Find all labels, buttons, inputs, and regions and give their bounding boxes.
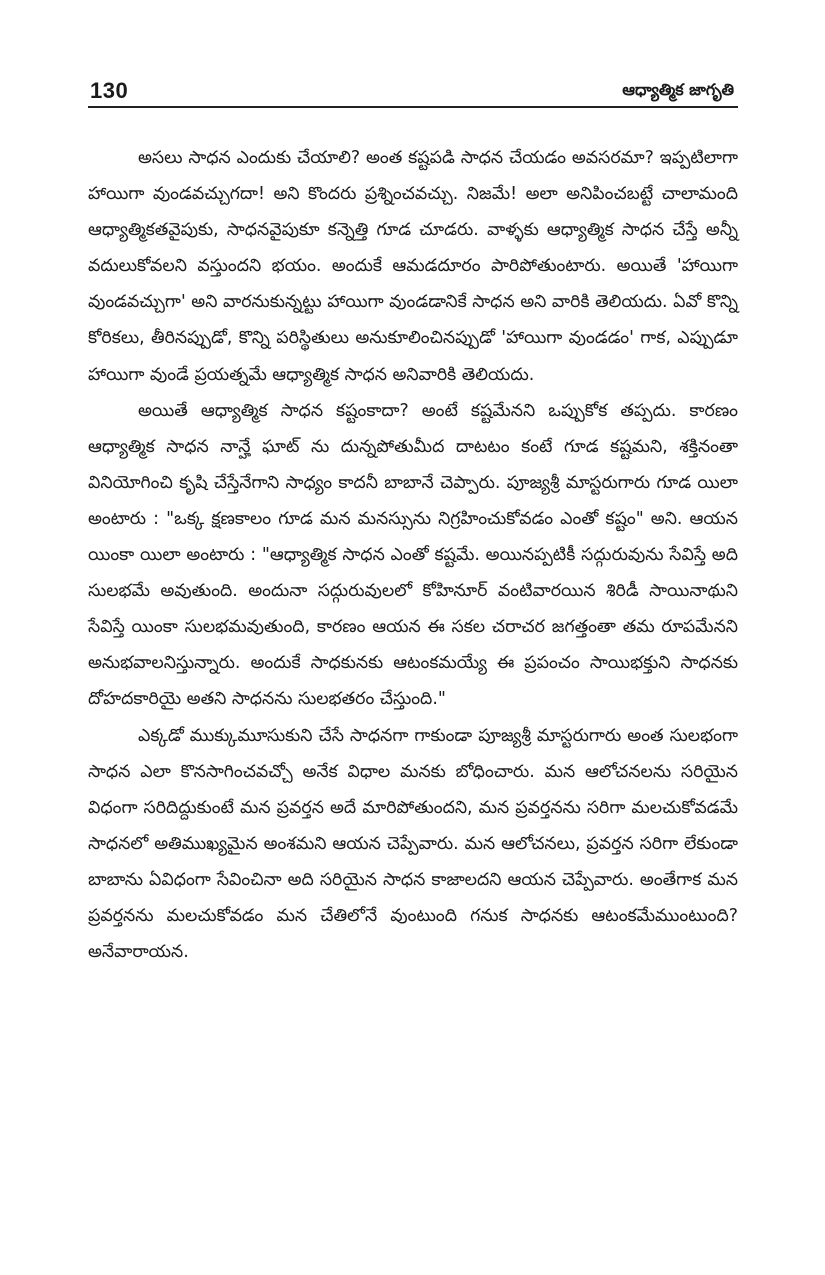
- paragraph-1: అసలు సాధన ఎందుకు చేయాలి? అంత కష్టపడి సాధన చేయడం అవసరమా? ఇప్పటిలాగా హాయిగా వుండవచ్చుగదా! అని కొందరు ప్రశ్నించవచ్చు. నిజమే! అలా అనిపించబట్టే చాలామంది ఆధ్యాత్మికతవైపుకు, సాధనవైపుకూ కన్నెత్తి గూడ చూడరు. వాళ్ళకు ఆధ్యాత్మిక సాధన చేస్తే అన్నీ వదులుకోవలని వస్తుందని భయం. అందుకే ఆమడదూరం పారిపోతుంటారు. అయితే 'హాయిగా వుండవచ్చుగా' అని వారనుకున్నట్టు హాయిగా వుండడానికే సాధన అని వారికి తెలియదు. ఏవో కొన్ని కోరికలు, తీరినప్పుడో, కొన్ని పరిస్థితులు అనుకూలించినప్పుడో 'హాయిగా వుండడం' గాక, ఎప్పుడూ హాయిగా వుండే ప్రయత్నమే ఆధ్యాత్మిక సాధన అనివారికి తెలియదు.: [88, 148, 738, 385]
- page-header: [88, 72, 738, 108]
- running-title: ఆధ్యాత్మిక జాగృతి: [622, 80, 734, 99]
- paragraph-3: ఎక్కడో ముక్కుమూసుకుని చేసే సాధనగా గాకుండా పూజ్యశ్రీ మాస్టరుగారు అంత సులభంగా సాధన ఎలా కొనసాగించవచ్చో అనేక విధాల మనకు బోధించారు. మన ఆలోచనలను సరియైన విధంగా సరిదిద్దుకుంటే మన ప్రవర్తన అదే మారిపోతుందని, మన ప్రవర్తనను సరిగా మలచుకోవడమే సాధనలో అతిముఖ్యమైన అంశమని ఆయన చెప్పేవారు. మన ఆలోచనలు, ప్రవర్తన సరిగా లేకుండా బాబాను ఏవిధంగా సేవించినా అది సరియైన సాధన కాజాలదని ఆయన చెప్పేవారు. అంతేగాక మన ప్రవర్తనను మలచుకోవడం మన చేతిలోనే వుంటుంది గనుక సాధనకు ఆటంకమేముంటుంది? అనేవారాయన.: [88, 725, 738, 963]
- page-number: 130: [90, 78, 129, 103]
- paragraph-2: అయితే ఆధ్యాత్మిక సాధన కష్టంకాదా? అంటే కష్టమేనని ఒప్పుకోక తప్పదు. కారణం ఆధ్యాత్మిక సాధన నాన్హే ఘాట్ ను దున్నపోతుమీద దాటటం కంటే గూడ కష్టమని, శక్తినంతా వినియోగించి కృషి చేస్తేనేగాని సాధ్యం కాదనీ బాబానే చెప్పారు. పూజ్యశ్రీ మాస్టరుగారు గూడ యిలా అంటారు : "ఒక్క క్షణకాలం గూడ మన మనస్సును నిగ్రహించుకోవడం ఎంతో కష్టం" అని. ఆయన యింకా యిలా అంటారు : "ఆధ్యాత్మిక సాధన ఎంతో కష్టమే. అయినప్పటికీ సద్గురువును సేవిస్తే అది సులభమే అవుతుంది. అందునా సద్గురువులలో కోహినూర్ వంటివారయిన శిరిడీ సాయినాథుని సేవిస్తే యింకా సులభమవుతుంది, కారణం ఆయన ఈ సకల చరాచర జగత్తంతా తమ రూపమేనని అనుభవాలనిస్తున్నారు. అందుకే సాధకునకు ఆటంకమయ్యే ఈ ప్రపంచం సాయిభక్తుని సాధనకు దోహదకారియై అతని సాధనను సులభతరం చేస్తుంది.": [88, 400, 738, 710]
- body-text: [88, 140, 738, 970]
- header-divider: [88, 106, 738, 108]
